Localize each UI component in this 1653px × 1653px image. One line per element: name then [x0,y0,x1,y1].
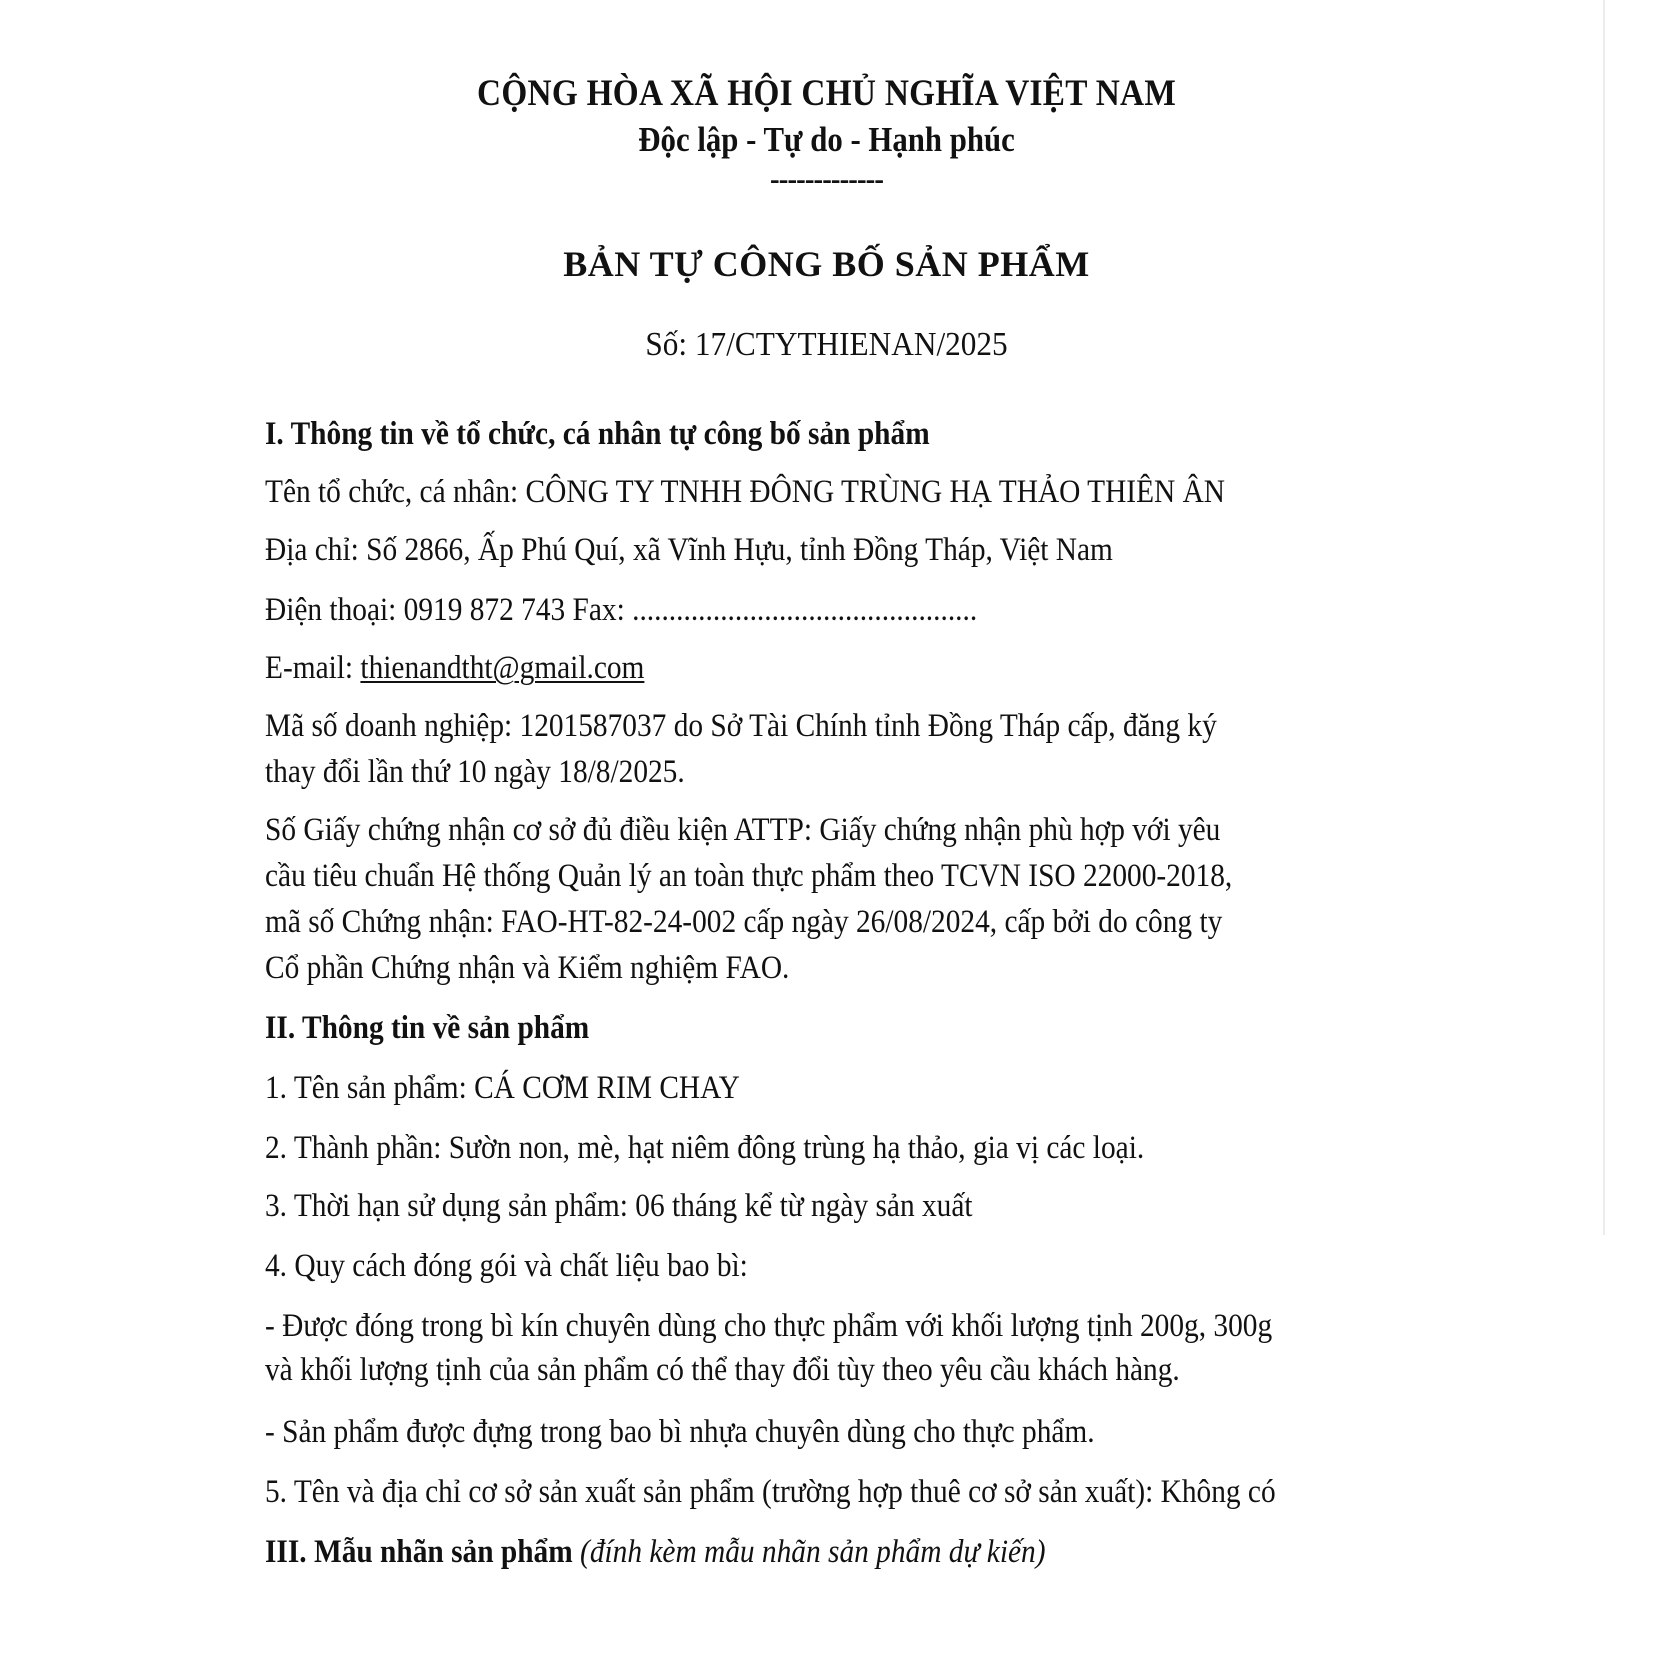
business-code-line-2: thay đổi lần thứ 10 ngày 18/8/2025. [265,754,685,790]
cert-line-2: cầu tiêu chuẩn Hệ thống Quản lý an toàn thực phẩm theo TCVN ISO 22000-2018, [265,858,1233,894]
packaging-bullet-1-line-2: và khối lượng tịnh của sản phẩm có thể thay đổi tùy theo yêu cầu khách hàng. [265,1352,1180,1388]
shelf-life: 3. Thời hạn sử dụng sản phẩm: 06 tháng kể từ ngày sản xuất [265,1188,973,1224]
cert-line-3: mã số Chứng nhận: FAO-HT-82-24-002 cấp ngày 26/08/2024, cấp bởi do công ty [265,904,1223,940]
document-number: Số: 17/CTYTHIENAN/2025 [645,326,1008,363]
address: Địa chỉ: Số 2866, Ấp Phú Quí, xã Vĩnh Hựu, tỉnh Đồng Tháp, Việt Nam [265,532,1113,568]
motto: Độc lập - Tự do - Hạnh phúc [638,120,1015,159]
org-name: Tên tổ chức, cá nhân: CÔNG TY TNHH ĐÔNG TRÙNG HẠ THẢO THIÊN ÂN [265,474,1225,510]
packaging-bullet-2: - Sản phẩm được đựng trong bao bì nhựa chuyên dùng cho thực phẩm. [265,1414,1095,1450]
cert-line-4: Cổ phần Chứng nhận và Kiểm nghiệm FAO. [265,950,790,986]
nation-title: CỘNG HÒA XÃ HỘI CHỦ NGHĨA VIỆT NAM [477,73,1177,114]
email-link[interactable]: thienandtht@gmail.com [360,650,645,686]
section-3-title: III. Mẫu nhãn sản phẩm [265,1534,573,1570]
packaging-bullet-1-line-1: - Được đóng trong bì kín chuyên dùng cho thực phẩm với khối lượng tịnh 200g, 300g [265,1308,1273,1344]
business-code-line-1: Mã số doanh nghiệp: 1201587037 do Sở Tài Chính tỉnh Đồng Tháp cấp, đăng ký [265,708,1217,744]
ingredients: 2. Thành phần: Sườn non, mè, hạt niêm đông trùng hạ thảo, gia vị các loại. [265,1130,1145,1166]
section-2-heading: II. Thông tin về sản phẩm [265,1010,590,1046]
document-title: BẢN TỰ CÔNG BỐ SẢN PHẨM [563,244,1090,284]
header-separator: ------------- [770,160,884,196]
section-3-heading [265,1532,1046,1572]
manufacturer-info: 5. Tên và địa chỉ cơ sở sản xuất sản phẩm (trường hợp thuê cơ sở sản xuất): Không có [265,1474,1276,1510]
email-line [265,648,644,688]
product-name: 1. Tên sản phẩm: CÁ CƠM RIM CHAY [265,1070,740,1106]
section-3-note: (đính kèm mẫu nhãn sản phẩm dự kiến) [580,1534,1046,1570]
cert-line-1: Số Giấy chứng nhận cơ sở đủ điều kiện ATTP: Giấy chứng nhận phù hợp với yêu [265,812,1221,848]
phone-fax: Điện thoại: 0919 872 743 Fax: ............................................... [265,592,978,628]
section-1-heading: I. Thông tin về tổ chức, cá nhân tự công bố sản phẩm [265,416,930,452]
email-label: E-mail: [265,650,361,686]
packaging-heading: 4. Quy cách đóng gói và chất liệu bao bì: [265,1248,748,1284]
